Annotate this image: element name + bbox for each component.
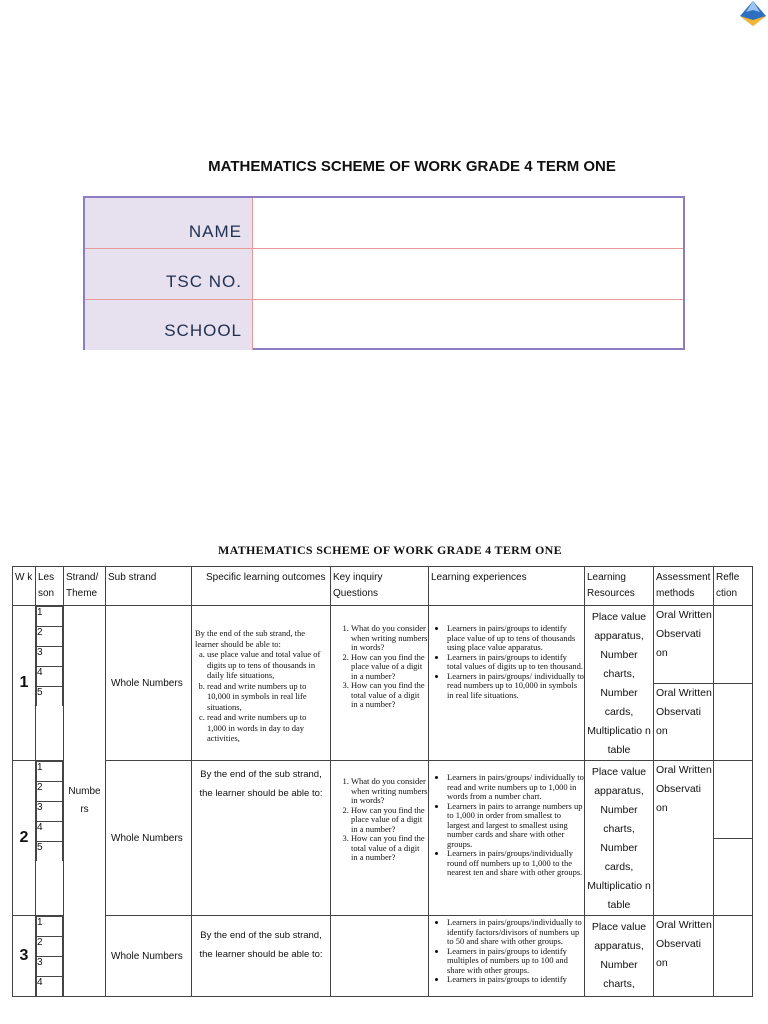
header-row — [13, 567, 753, 606]
lesson-number: 1 — [37, 607, 63, 627]
document-title: MATHEMATICS SCHEME OF WORK GRADE 4 TERM ONE — [208, 158, 616, 175]
header-week: W k — [13, 567, 36, 606]
inquiry-questions — [331, 916, 429, 997]
sub-strand: Whole Numbers — [106, 606, 192, 761]
experience-item: • Learners in pairs/groups/ individually to read numbers up to 10,000 in symbols in real life situations. — [447, 672, 584, 701]
assessment-block: Oral Written Observati on — [656, 764, 712, 814]
lesson-number: 1 — [37, 762, 63, 782]
teacher-info-box — [83, 196, 685, 350]
school-label: SCHOOL — [85, 300, 253, 350]
brand-logo — [738, 0, 768, 28]
sub-strand: Whole Numbers — [106, 761, 192, 916]
school-field[interactable] — [254, 300, 683, 350]
reflection-block[interactable] — [714, 761, 752, 839]
week-row — [13, 606, 753, 761]
question-item: 1. What do you consider when writing numbers in words? — [351, 624, 428, 653]
strand-label: Numbe rs — [68, 786, 101, 815]
learning-outcomes — [192, 606, 331, 761]
assessment-methods — [654, 606, 714, 761]
header-sub-strand: Sub strand — [106, 567, 192, 606]
learning-experiences — [429, 916, 585, 997]
strand-cell — [64, 606, 106, 997]
header-lesson: Les son — [36, 567, 64, 606]
learning-resources: Place value apparatus, Number charts, — [585, 916, 654, 997]
school-row — [85, 300, 683, 350]
lesson-cell — [36, 761, 64, 916]
assessment-block: Oral Written Observati on — [654, 606, 713, 684]
assessment-block: Oral Written Observati on — [656, 687, 712, 737]
tsc-row — [85, 249, 683, 299]
week-number: 3 — [13, 916, 36, 997]
lesson-number: 4 — [37, 977, 63, 997]
sub-strand: Whole Numbers — [106, 916, 192, 997]
learning-outcomes: By the end of the sub strand, the learner should be able to: — [192, 916, 331, 997]
experience-item: • Learners in pairs/groups to identify place value of up to tens of thousands using place value apparatus. — [447, 624, 584, 653]
experience-item: • Learners in pairs/groups to identify — [447, 975, 584, 985]
lesson-number: 3 — [37, 647, 63, 667]
reflection-cell[interactable] — [714, 606, 753, 761]
week-number: 1 — [13, 606, 36, 761]
lesson-cell — [36, 916, 64, 997]
question-item: 1. What do you consider when writing numbers in words? — [351, 777, 428, 806]
experience-item: • Learners in pairs/groups/individually round off numbers up to 1,000 to the nearest ten and share with other groups. — [447, 849, 584, 878]
week-row — [13, 761, 753, 916]
header-learning-experiences: Learning experiences — [429, 567, 585, 606]
learning-experiences — [429, 606, 585, 761]
header-assessment-methods: Assessment methods — [654, 567, 714, 606]
name-label: NAME — [85, 198, 253, 248]
header-inquiry-questions: Key inquiry Questions — [331, 567, 429, 606]
outcomes-intro: By the end of the sub strand, the learner should be able to: — [195, 628, 306, 649]
tsc-label: TSC NO. — [85, 249, 253, 299]
learning-resources: Place value apparatus, Number charts, Number cards, Multiplicatio n table — [585, 761, 654, 916]
lesson-number: 4 — [37, 822, 63, 842]
lesson-list — [36, 761, 63, 861]
header-reflection: Refle ction — [714, 567, 753, 606]
header-learning-outcomes: Specific learning outcomes — [192, 567, 331, 606]
lesson-number: 5 — [37, 842, 63, 862]
lesson-number: 2 — [37, 937, 63, 957]
tsc-field[interactable] — [254, 249, 683, 299]
name-field[interactable] — [254, 198, 683, 248]
outcome-item: b. read and write numbers up to 10,000 in symbols in real life situations, — [207, 681, 327, 713]
assessment-methods — [654, 761, 714, 916]
lesson-number: 3 — [37, 957, 63, 977]
lesson-number: 2 — [37, 782, 63, 802]
lesson-number: 1 — [37, 917, 63, 937]
lesson-number: 5 — [37, 687, 63, 707]
lesson-number: 3 — [37, 802, 63, 822]
week-row — [13, 916, 753, 997]
question-item: 2. How can you find the place value of a digit in a number? — [351, 653, 428, 682]
learning-experiences — [429, 761, 585, 916]
table-title: MATHEMATICS SCHEME OF WORK GRADE 4 TERM ONE — [218, 543, 562, 557]
experience-item: • Learners in pairs/groups/ individually to read and write numbers up to 1,000 in words from a number chart. — [447, 773, 584, 802]
inquiry-questions — [331, 606, 429, 761]
name-row — [85, 198, 683, 248]
week-number: 2 — [13, 761, 36, 916]
experience-item: • Learners in pairs/groups to identify total values of digits up to ten thousand. — [447, 653, 584, 672]
assessment-methods — [654, 916, 714, 997]
inquiry-questions — [331, 761, 429, 916]
question-item: 2. How can you find the place value of a digit in a number? — [351, 806, 428, 835]
learning-outcomes: By the end of the sub strand, the learner should be able to: — [192, 761, 331, 916]
reflection-cell[interactable] — [714, 916, 753, 997]
assessment-block: Oral Written Observati on — [656, 919, 712, 969]
lesson-number: 2 — [37, 627, 63, 647]
experience-item: • Learners in pairs to arrange numbers up to 1,000 in order from smallest to largest and largest to smallest using number cards and share with other groups. — [447, 802, 584, 850]
outcome-item: c. read and write numbers up to 1,000 in words in day to day activities, — [207, 712, 327, 744]
learning-resources: Place value apparatus, Number charts, Number cards, Multiplicatio n table — [585, 606, 654, 761]
lesson-number: 4 — [37, 667, 63, 687]
lesson-list — [36, 916, 63, 996]
outcome-item: a. use place value and total value of digits up to tens of thousands in daily life situations, — [207, 649, 327, 681]
experience-item: • Learners in pairs/groups/individually to identify factors/divisors of numbers up to 50 and share with other groups. — [447, 918, 584, 947]
header-strand: Strand/ Theme — [64, 567, 106, 606]
question-item: 3. How can you find the total value of a digit in a number? — [351, 834, 428, 863]
lesson-list — [36, 606, 63, 706]
reflection-block[interactable] — [714, 606, 752, 684]
experience-item: • Learners in pairs/groups to identify multiples of numbers up to 100 and share with other groups. — [447, 947, 584, 976]
header-learning-resources: Learning Resources — [585, 567, 654, 606]
scheme-of-work-table — [12, 566, 753, 997]
lesson-cell — [36, 606, 64, 761]
reflection-cell[interactable] — [714, 761, 753, 916]
question-item: 3. How can you find the total value of a digit in a number? — [351, 681, 428, 710]
